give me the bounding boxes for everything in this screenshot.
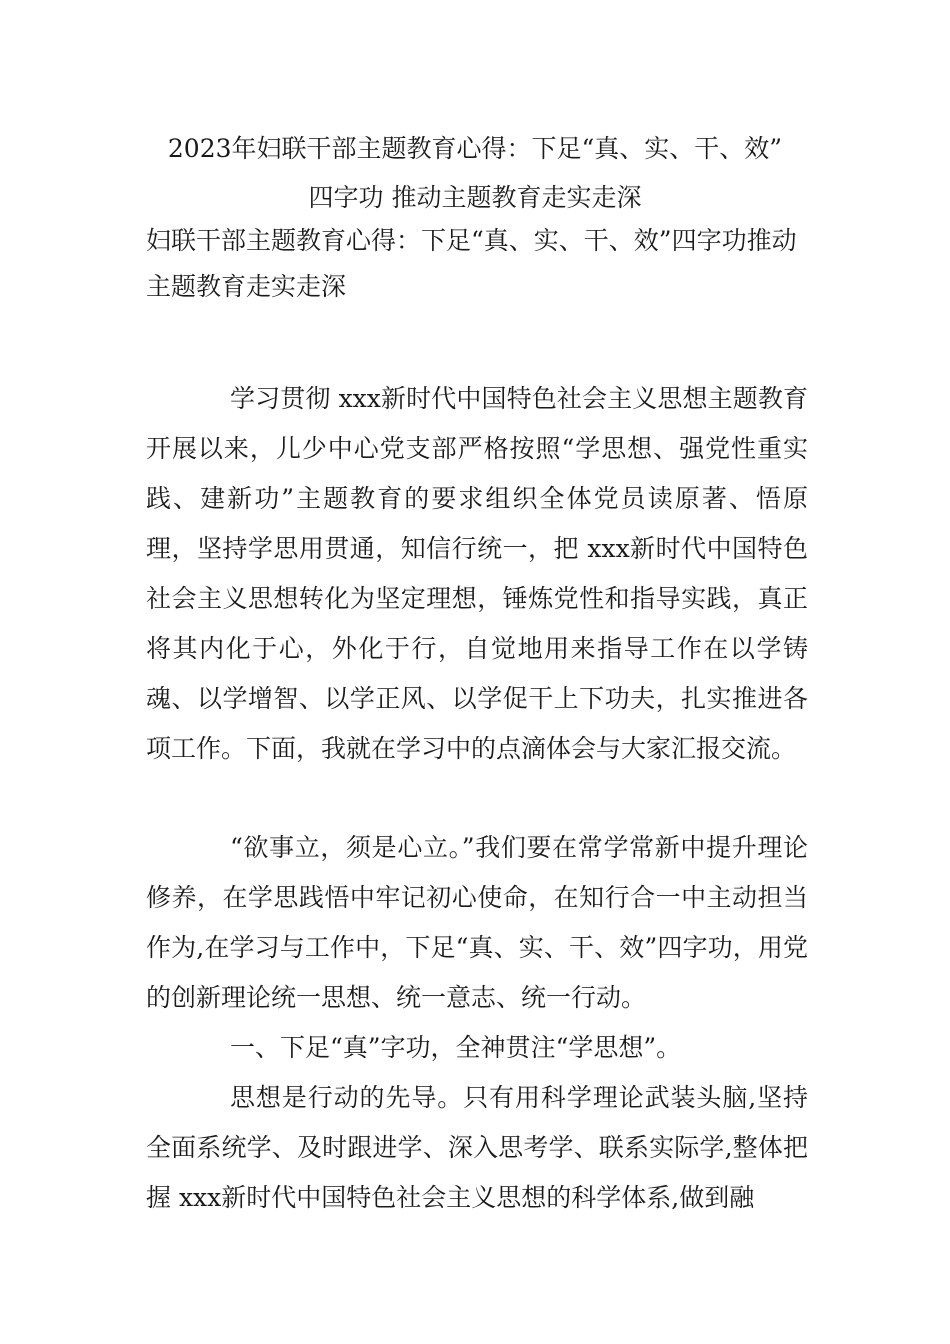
- document-title-line-1: 2023年妇联干部主题教育心得：下足“真、实、干、效”: [167, 134, 783, 163]
- paragraph-section-1: 思想是行动的先导。只有用科学理论武装头脑,坚持全面系统学、及时跟进学、深入思考学、联系实际学,整体把握 xxx新时代中国特色社会主义思想的科学体系,做到融: [146, 1083, 808, 1212]
- document-subtitle: 妇联干部主题教育心得：下足“真、实、干、效”四字功推动主题教育走实走深: [146, 226, 797, 301]
- section-heading-1: 一、下足“真”字功，全神贯注“学思想”。: [230, 1033, 682, 1062]
- paragraph-intro: 学习贯彻 xxx新时代中国特色社会主义思想主题教育开展以来，儿少中心党支部严格按照“学思想、强党性重实践、建新功”主题教育的要求组织全体党员读原著、悟原理，坚持学思用贯通，知信行统一，把 xxx新时代中国特色社会主义思想转化为坚定理想，锤炼党性和指导实践，真正将其内化于心，外化于行，自觉地用来指导工作在以学铸魂、以学增智、以学正风、以学促干上下功夫，扎实推进各项工作。下面，我就在学习中的点滴体会与大家汇报交流。: [146, 384, 808, 763]
- paragraph-summary: “欲事立，须是心立。”我们要在常学常新中提升理论修养，在学思践悟中牢记初心使命，在知行合一中主动担当作为,在学习与工作中，下足“真、实、干、效”四字功，用党的创新理论统一思想、统一意志、统一行动。: [146, 833, 808, 1012]
- document-title-line-2: 四字功 推动主题教育走实走深: [308, 183, 642, 212]
